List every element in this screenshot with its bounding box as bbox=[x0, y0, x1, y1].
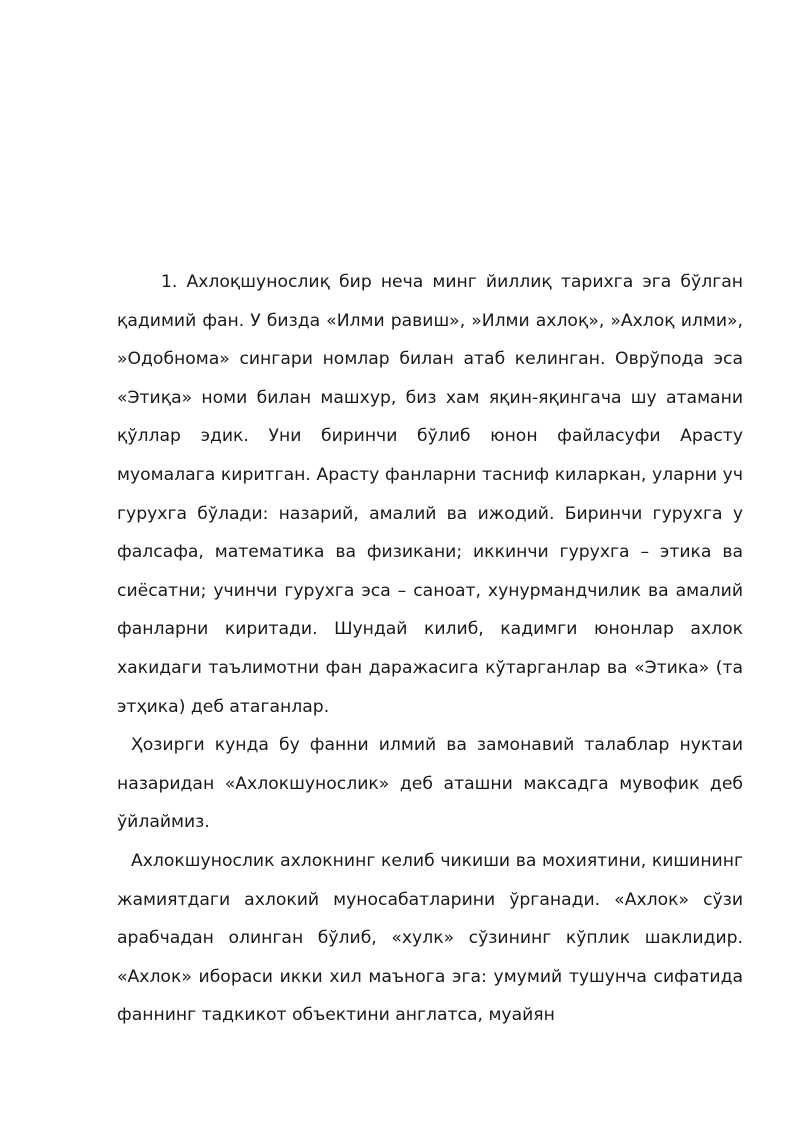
body-text bbox=[117, 263, 743, 1035]
paragraph-1: 1. Ахлоқшунослиқ бир неча минг йиллиқ тарихга эга бўлган қадимий фан. У бизда «Илми равиш», »Илми ахлоқ», »Ахлоқ илми», »Одобнома» сингари номлар билан атаб келинган. Оврўпода эса «Этиқа» номи билан машхур, биз хам яқин-яқингача шу атамани қўллар эдик. Уни биринчи бўлиб юнон файласуфи Арасту муомалага киритган. Арасту фанларни тасниф киларкан, уларни уч гурухга бўлади: назарий, амалий ва ижодий. Биринчи гурухга у фалсафа, математика ва физикани; иккинчи гурухга – этика ва сиёсатни; учинчи гурухга эса – саноат, хунурмандчилик ва амалий фанларни киритади. Шундай килиб, кадимги юнонлар ахлок хакидаги таълимотни фан даражасига кўтарганлар ва «Этика» (та этҳика) деб атаганлар. bbox=[117, 272, 743, 717]
paragraph-2: Ҳозирги кунда бу фанни илмий ва замонавий талаблар нуктаи назаридан «Ахлокшунослик» деб аташни максадга мувофик деб ўйлаймиз. bbox=[117, 735, 743, 833]
paragraph-3: Ахлокшунослик ахлокнинг келиб чикиши ва мохиятини, кишининг жамиятдаги ахлокий муносабатларини ўрганади. «Ахлок» сўзи арабчадан олинган бўлиб, «хулк» сўзининг кўплик шаклидир. «Ахлок» ибораси икки хил маънога эга: умумий тушунча сифатида фаннинг тадкикот объектини англатса, муайян bbox=[117, 850, 743, 1026]
